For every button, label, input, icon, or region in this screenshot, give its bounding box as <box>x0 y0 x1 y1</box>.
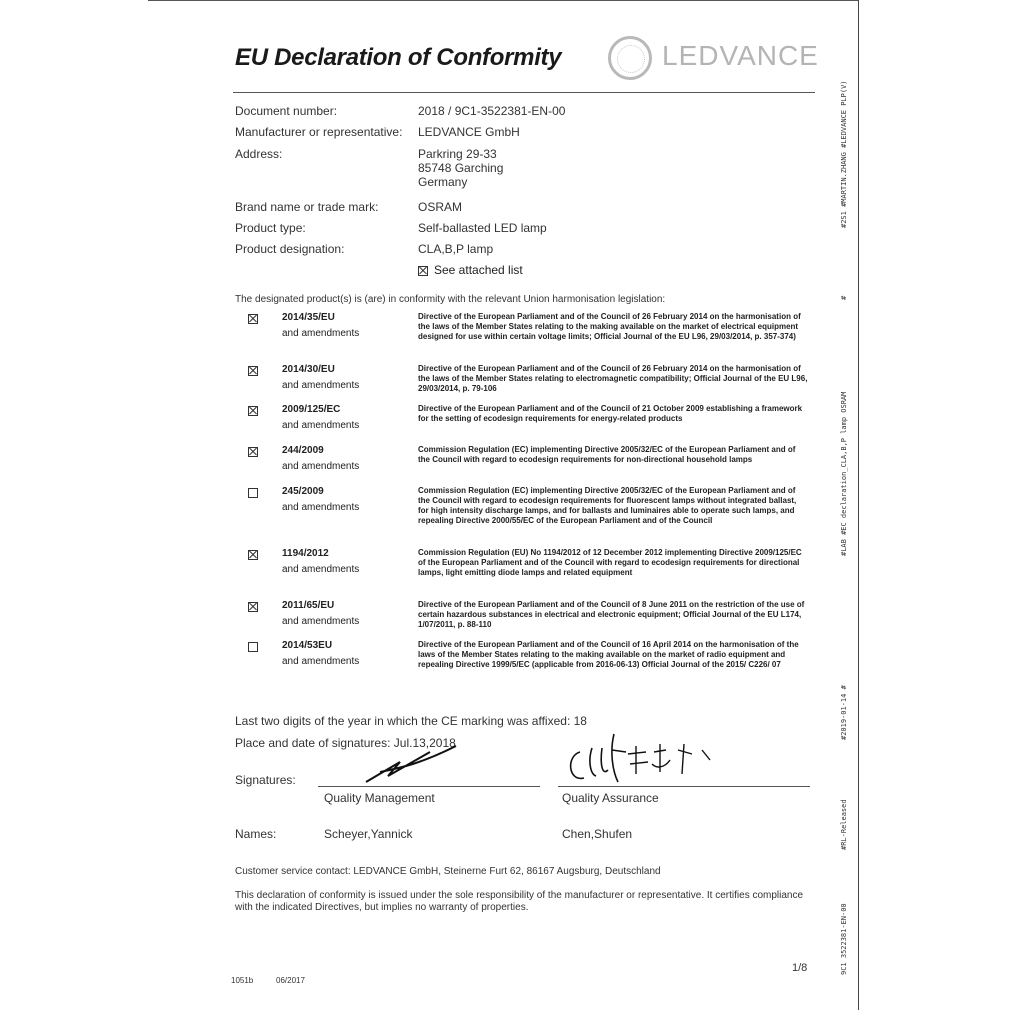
brand-value: OSRAM <box>418 200 463 214</box>
legislation-description: Directive of the European Parliament and of the Council of 26 February 2014 on the harmonisation of the laws of the Member States relating to the making available on the market of electrical equipment designed for use within certain voltage limits; Official Journal of the EU L96, 29/03/2014, p. 357-374) <box>418 312 801 341</box>
legislation-code: 2009/125/EC <box>282 404 341 415</box>
legislation-code: 244/2009 <box>282 445 324 456</box>
legislation-code: 2014/53EU <box>282 640 333 651</box>
legislation-amendments: and amendments <box>282 502 360 513</box>
signature-line-right <box>558 786 810 787</box>
document-title: EU Declaration of Conformity <box>235 44 562 71</box>
legislation-code: 1194/2012 <box>282 548 329 559</box>
legislation-description: Commission Regulation (EU) No 1194/2012 of 12 December 2012 implementing Directive 2009/125/EC of the European Parliament and of the Council with regard to ecodesign requirements for directional lamps, light emitting diode lamps and related equipment <box>418 548 802 577</box>
signature-right <box>562 730 722 788</box>
margin-stamp: 9C1 3522381-EN-00 <box>840 903 848 975</box>
product-designation-label: Product designation: <box>235 242 345 256</box>
address-line: Germany <box>418 175 468 189</box>
product-designation-value: CLA,B,P lamp <box>418 242 494 256</box>
legislation-amendments: and amendments <box>282 616 360 627</box>
see-attached-label: See attached list <box>434 263 523 277</box>
address-line: 85748 Garching <box>418 161 504 175</box>
legislation-description: Directive of the European Parliament and of the Council of 16 April 2014 on the harmonisation of the laws of the Member States relating to the making available on the market of radio equipment and repealing Directive 1999/5/EC (applicable from 2016-06-13) Official Journal of the 2015/ C226/ 07 <box>418 640 799 669</box>
legislation-amendments: and amendments <box>282 380 360 391</box>
legislation-amendments: and amendments <box>282 656 360 667</box>
margin-stamp: #2S1 #MARTIN.ZHANG #LEDVANCE PLP(V) <box>840 80 848 228</box>
legislation-description: Commission Regulation (EC) implementing Directive 2005/32/EC of the European Parliament and of the Council with regard to ecodesign requirements for fluorescent lamps without integrated ballast, for high intensity discharge lamps, and for ballasts and luminaires able to operate such lamps, and repealing Directive 2000/55/EC of the European Parliament and of the Council <box>418 486 797 525</box>
legislation-amendments: and amendments <box>282 564 360 575</box>
legislation-description: Directive of the European Parliament and of the Council of 21 October 2009 establishing a framework for the setting of ecodesign requirements for energy-related products <box>418 404 803 423</box>
role-quality-assurance: Quality Assurance <box>562 791 659 805</box>
legislation-checkbox[interactable] <box>248 642 258 652</box>
document-number-value: 2018 / 9C1-3522381-EN-00 <box>418 104 566 118</box>
role-quality-management: Quality Management <box>324 791 435 805</box>
legislation-code: 245/2009 <box>282 486 324 497</box>
signatures-label: Signatures: <box>235 773 296 787</box>
address-line: Parkring 29-33 <box>418 147 497 161</box>
signature-line-left <box>318 786 540 787</box>
footer-date: 06/2017 <box>276 976 305 985</box>
page-top-edge <box>148 0 858 1</box>
title-divider <box>233 92 815 93</box>
see-attached-checkbox[interactable] <box>418 266 428 276</box>
manufacturer-label: Manufacturer or representative: <box>235 125 403 139</box>
customer-service-contact: Customer service contact: LEDVANCE GmbH, Steinerne Furt 62, 86167 Augsburg, Deutschland <box>235 866 661 877</box>
margin-stamp: #2019-01-14 # <box>840 685 848 740</box>
brand-label: Brand name or trade mark: <box>235 200 379 214</box>
legislation-checkbox[interactable] <box>248 602 258 612</box>
legislation-amendments: and amendments <box>282 420 360 431</box>
legislation-checkbox[interactable] <box>248 406 258 416</box>
disclaimer: This declaration of conformity is issued under the sole responsibility of the manufacturer or representative. It certifies compliance with the indicated Directives, but implies no warranty of properties. <box>235 890 804 913</box>
legislation-checkbox[interactable] <box>248 314 258 324</box>
legislation-checkbox[interactable] <box>248 488 258 498</box>
ce-marking-year: Last two digits of the year in which the CE marking was affixed: 18 <box>235 714 587 728</box>
page-number: 1/8 <box>792 962 808 974</box>
legislation-amendments: and amendments <box>282 328 360 339</box>
address-label: Address: <box>235 147 283 161</box>
logo-wordmark: LEDVANCE <box>662 40 819 71</box>
legislation-amendments: and amendments <box>282 461 360 472</box>
name-left: Scheyer,Yannick <box>324 827 413 841</box>
legislation-checkbox[interactable] <box>248 366 258 376</box>
legislation-code: 2014/35/EU <box>282 312 335 323</box>
name-right: Chen,Shufen <box>562 827 633 841</box>
legislation-checkbox[interactable] <box>248 447 258 457</box>
margin-stamp: # <box>840 295 848 300</box>
product-type-value: Self-ballasted LED lamp <box>418 221 547 235</box>
legislation-code: 2011/65/EU <box>282 600 335 611</box>
product-type-label: Product type: <box>235 221 306 235</box>
address-value <box>418 147 503 189</box>
legislation-code: 2014/30/EU <box>282 364 335 375</box>
see-attached-list <box>418 263 523 277</box>
legislation-description: Directive of the European Parliament and of the Council of 26 February 2014 on the harmonisation of the laws of the Member States relating to electromagnetic compatibility; Official Journal of the EU L96, 29/03/2014, p. 79-106 <box>418 364 808 393</box>
legislation-description: Commission Regulation (EC) implementing Directive 2005/32/EC of the European Parliament and of the Council with regard to ecodesign requirements for non-directional household lamps <box>418 445 796 464</box>
margin-stamp: #LAB #EC declaration_CLA,B,P lamp OSRAM <box>840 391 848 556</box>
signature-left <box>360 742 470 788</box>
names-label: Names: <box>235 827 277 841</box>
document-number-label: Document number: <box>235 104 338 118</box>
page-right-edge <box>858 0 859 1010</box>
place-and-date: Place and date of signatures: Jul.13,2018 <box>235 736 456 750</box>
footer-code: 1051b <box>231 976 254 985</box>
legislation-checkbox[interactable] <box>248 550 258 560</box>
conformity-intro: The designated product(s) is (are) in conformity with the relevant Union harmonisation legislation: <box>235 294 666 305</box>
logo-circle-icon <box>608 36 652 80</box>
legislation-description: Directive of the European Parliament and of the Council of 8 June 2011 on the restriction of the use of certain hazardous substances in electrical and electronic equipment; Official Journal of the EU L174, 1/07/2011, p. 88-110 <box>418 600 805 629</box>
ledvance-logo <box>608 34 818 86</box>
margin-stamp: #RL-Released <box>840 799 848 850</box>
manufacturer-value: LEDVANCE GmbH <box>418 125 520 139</box>
